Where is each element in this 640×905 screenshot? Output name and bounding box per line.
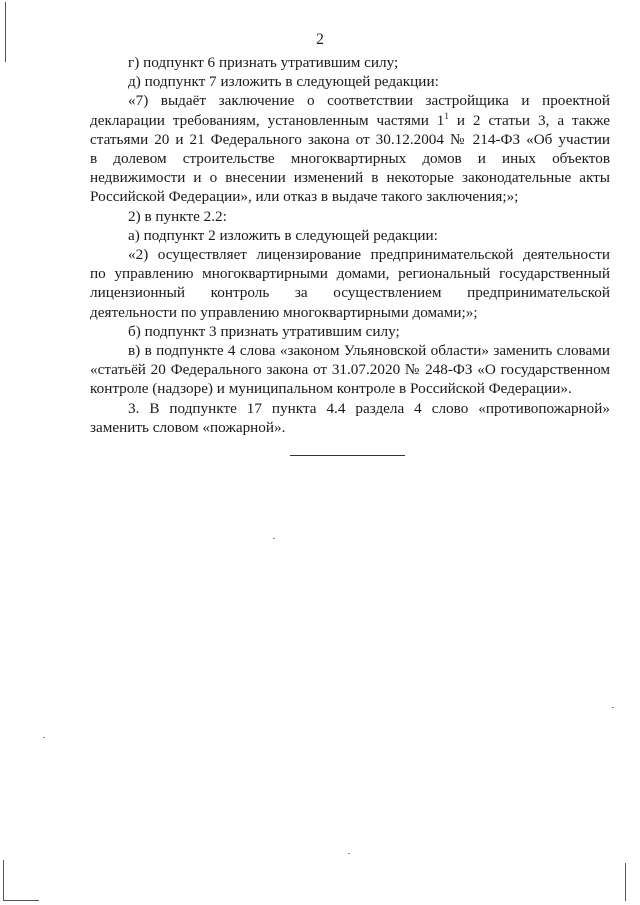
document-body: [90, 53, 610, 437]
subitem-d: д) подпункт 7 изложить в следующей редакции:: [128, 73, 439, 91]
item-3: [90, 399, 610, 437]
text-line: недвижимости и о внесении изменений в некоторые законодательные акты: [90, 169, 610, 187]
superscript: 1: [444, 110, 449, 121]
subitem-b: б) подпункт 3 признать утратившим силу;: [128, 322, 400, 340]
text-line: декларации требованиям, установленным частями $1^1$ и 2 статьи 3, а также: [90, 110, 610, 129]
text-line: «2) осуществляет лицензирование предпринимательской деятельности: [128, 246, 610, 264]
text-line: в) в подпункте 4 слова «законом Ульяновской области» заменить словами: [128, 342, 610, 360]
scan-speck: [612, 707, 614, 708]
subitem-g: г) подпункт 6 признать утратившим силу;: [128, 54, 399, 71]
text-line: «статьёй 20 Федерального закона от 31.07.2020 № 248-ФЗ «О государственном: [90, 361, 610, 379]
scan-mark: [3, 900, 39, 901]
text-line: заменить словом «пожарной».: [90, 418, 286, 436]
scan-speck: [273, 538, 275, 539]
text-line: статьями 20 и 21 Федерального закона от 30.12.2004 № 214-ФЗ «Об участии: [90, 130, 610, 148]
end-separator: [290, 455, 405, 456]
text-line: по управлению многоквартирными домами, региональный государственный: [90, 265, 610, 283]
scan-mark: [5, 2, 6, 62]
scan-speck: [43, 737, 45, 738]
subitem-a: а) подпункт 2 изложить в следующей редакции:: [128, 226, 438, 244]
item-2: 2) в пункте 2.2:: [128, 207, 227, 225]
text-line: Российской Федерации», или отказ в выдаче такого заключения;»;: [90, 188, 519, 206]
quoted-subitem-2: [90, 245, 610, 322]
text-line: в долевом строительстве многоквартирных домов и иных объектов: [90, 150, 610, 168]
scan-mark: [3, 860, 4, 900]
page-number: 2: [316, 31, 324, 48]
subitem-v: [90, 341, 610, 399]
text-line: 3. В подпункте 17 пункта 4.4 раздела 4 слово «противопожарной»: [128, 399, 610, 417]
text-line: «7) выдаёт заключение о соответствии застройщика и проектной: [128, 92, 610, 110]
scan-speck: [348, 853, 350, 854]
scan-mark: [625, 863, 626, 901]
text-line: лицензионный контроль за осуществлением предпринимательской: [90, 284, 610, 302]
text-line: деятельности по управлению многоквартирными домами;»;: [90, 303, 478, 321]
text-line: контроле (надзоре) и муниципальном контроле в Российской Федерации».: [90, 380, 572, 398]
quoted-subitem-7: [90, 91, 610, 206]
